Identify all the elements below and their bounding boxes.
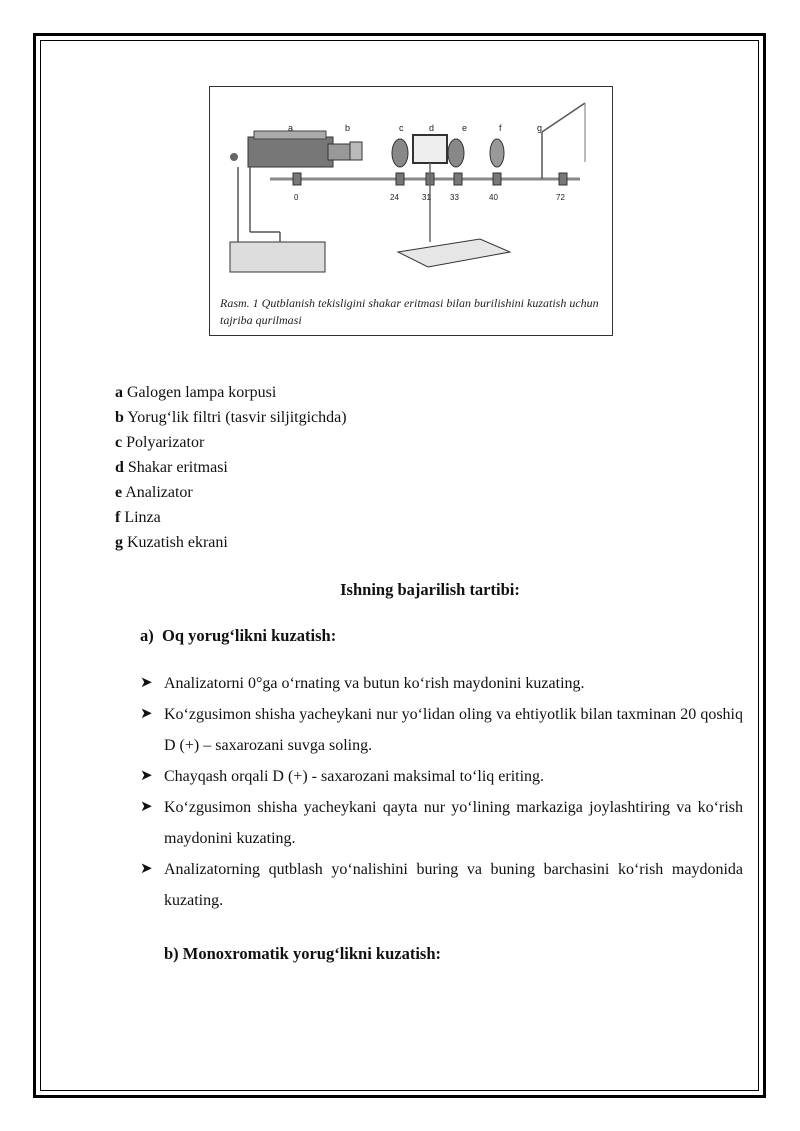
list-item — [140, 854, 743, 916]
legend-item — [115, 430, 347, 455]
list-item — [140, 668, 743, 699]
legend-text: Galogen lampa korpusi — [123, 384, 277, 401]
arrow-bullet-icon: ➤ — [140, 799, 153, 815]
list-item — [140, 699, 743, 761]
step-text: Chayqash orqali D (+) - saxarozani maksimal to‘liq eriting. — [164, 768, 545, 785]
arrow-bullet-icon: ➤ — [140, 706, 153, 722]
legend-item — [115, 480, 347, 505]
label-c: c — [399, 123, 404, 133]
arrow-bullet-icon: ➤ — [140, 768, 153, 784]
label-e: e — [462, 123, 468, 133]
arrow-bullet-icon: ➤ — [140, 861, 153, 877]
legend-item — [115, 530, 347, 555]
scale-label: 24 — [390, 193, 399, 202]
label-f: f — [499, 123, 502, 133]
legend-key: e — [115, 484, 123, 501]
step-text: Analizatorning qutblash yo‘nalishini buring va buning barchasini ko‘rish maydonida kuzating. — [164, 861, 743, 909]
legend-key: b — [115, 409, 124, 426]
part-a-marker: a) — [140, 626, 154, 645]
legend-item — [115, 405, 347, 430]
list-item — [140, 761, 743, 792]
step-text: Ko‘zgusimon shisha yacheykani nur yo‘lidan oling va ehtiyotlik bilan taxminan 20 qoshiq D (+) – saxarozani suvga soling. — [164, 706, 743, 754]
scale-label: 33 — [450, 193, 459, 202]
legend-text: Kuzatish ekrani — [123, 534, 228, 551]
apparatus-illustration — [210, 87, 614, 297]
label-d: d — [429, 123, 435, 133]
legend-key: g — [115, 534, 123, 551]
figure-caption: Rasm. 1 Qutblanish tekisligini shakar eritmasi bilan burilishini kuzatish uchun tajriba qurilmasi — [220, 296, 599, 327]
legend-item — [115, 505, 347, 530]
legend-item — [115, 380, 347, 405]
legend-text: Analizator — [122, 484, 193, 501]
label-b: b — [345, 123, 351, 133]
legend-text: Shakar eritmasi — [123, 459, 228, 476]
scale-label: 40 — [489, 193, 498, 202]
label-g: g — [537, 123, 543, 133]
legend-key: a — [115, 384, 123, 401]
step-text: Ko‘zgusimon shisha yacheykani qayta nur yo‘lining markaziga joylashtiring va ko‘rish maydonini kuzating. — [164, 799, 743, 847]
legend-text: Polyarizator — [122, 434, 205, 451]
legend-text: Yorug‘lik filtri (tasvir siljitgichda) — [123, 409, 347, 426]
part-a-heading — [140, 626, 336, 646]
scale-label: 31 — [422, 193, 431, 202]
legend-item — [115, 455, 347, 480]
part-b-heading: b) Monoxromatik yorug‘likni kuzatish: — [164, 944, 442, 963]
legend-text: Linza — [120, 509, 161, 526]
part-a-title: Oq yorug‘likni kuzatish: — [162, 626, 337, 645]
figure — [209, 86, 613, 336]
list-item — [140, 792, 743, 854]
procedure-heading: Ishning bajarilish tartibi: — [340, 580, 520, 599]
legend-list — [115, 380, 347, 555]
label-a: a — [288, 123, 294, 133]
procedure-steps — [140, 668, 743, 916]
arrow-bullet-icon: ➤ — [140, 675, 153, 691]
legend-key: d — [115, 459, 124, 476]
scale-label: 72 — [556, 193, 565, 202]
scale-label: 0 — [294, 193, 299, 202]
legend-key: c — [115, 434, 123, 451]
legend-key: f — [115, 509, 121, 526]
step-text: Analizatorni 0°ga o‘rnating va butun ko‘rish maydonini kuzating. — [164, 675, 585, 692]
